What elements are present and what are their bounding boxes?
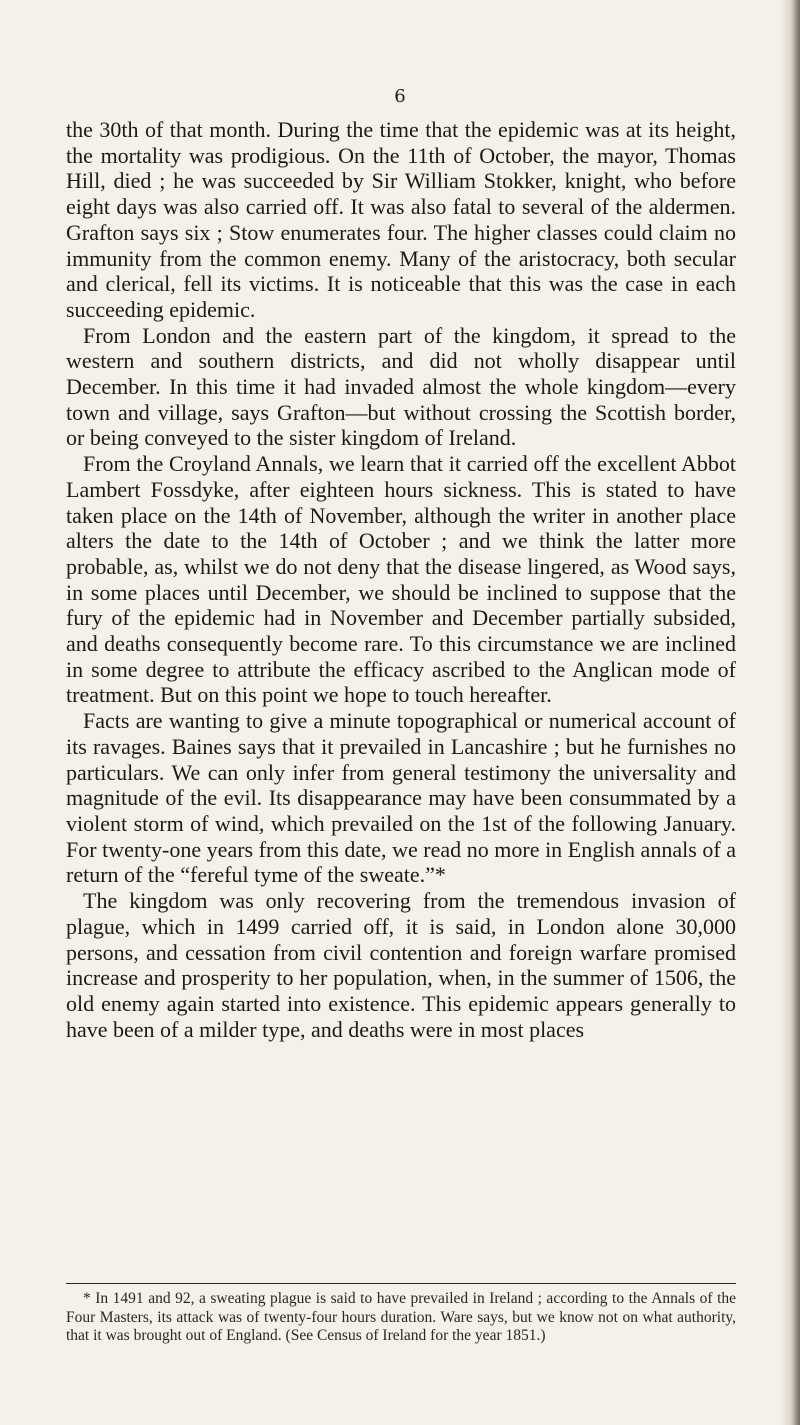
paragraph: The kingdom was only recovering from the tremendous invasion of plague, which in 1499 carried off, it is said, in London alone 30,000 persons, and cessation from civil contention and foreign warfare promised increase and prosperity to her population, when, in the summer of 1506, the old enemy again started into existence. This epidemic appears generally to have been of a milder type, and deaths were in most places [66, 888, 736, 1042]
paragraph: From the Croyland Annals, we learn that it carried off the excellent Abbot Lambert Fossdyke, after eighteen hours sickness. This is stated to have taken place on the 14th of November, although the writer in another place alters the date to the 14th of October ; and we think the latter more probable, as, whilst we do not deny that the disease lingered, as Wood says, in some places until December, we should be inclined to suppose that the fury of the epidemic had in November and December partially subsided, and deaths consequently become rare. To this circumstance we are inclined in some degree to attribute the efficacy ascribed to the Anglican mode of treatment. But on this point we hope to touch hereafter. [66, 451, 736, 708]
footnote [66, 1290, 736, 1346]
footnote-divider [66, 1283, 736, 1284]
page-edge-shadow [780, 0, 800, 1425]
page-number: 6 [394, 86, 406, 107]
body-text [66, 117, 736, 1042]
paragraph: the 30th of that month. During the time that the epidemic was at its height, the mortality was prodigious. On the 11th of October, the mayor, Thomas Hill, died ; he was succeeded by Sir William Stokker, knight, who before eight days was also carried off. It was also fatal to several of the aldermen. Grafton says six ; Stow enumerates four. The higher classes could claim no immunity from the common enemy. Many of the aristocracy, both secular and clerical, fell its victims. It is noticeable that this was the case in each succeeding epidemic. [66, 117, 736, 322]
paragraph: Facts are wanting to give a minute topographical or numerical account of its ravages. Baines says that it prevailed in Lancashire ; but he furnishes no particulars. We can only infer from general testimony the universality and magnitude of the evil. Its disappearance may have been consummated by a violent storm of wind, which prevailed on the 1st of the following January. For twenty-one years from this date, we read no more in English annals of a return of the “fereful tyme of the sweate.”* [66, 708, 736, 888]
paragraph: From London and the eastern part of the kingdom, it spread to the western and southern districts, and did not wholly disappear until December. In this time it had invaded almost the whole kingdom—every town and village, says Grafton—but without crossing the Scottish border, or being conveyed to the sister kingdom of Ireland. [66, 322, 736, 451]
footnote-text: * In 1491 and 92, a sweating plague is said to have prevailed in Ireland ; according to the Annals of the Four Masters, its attack was of twenty-four hours duration. Ware says, but we know not on what authority, that it was brought out of England. (See Census of Ireland for the year 1851.) [66, 1290, 736, 1344]
